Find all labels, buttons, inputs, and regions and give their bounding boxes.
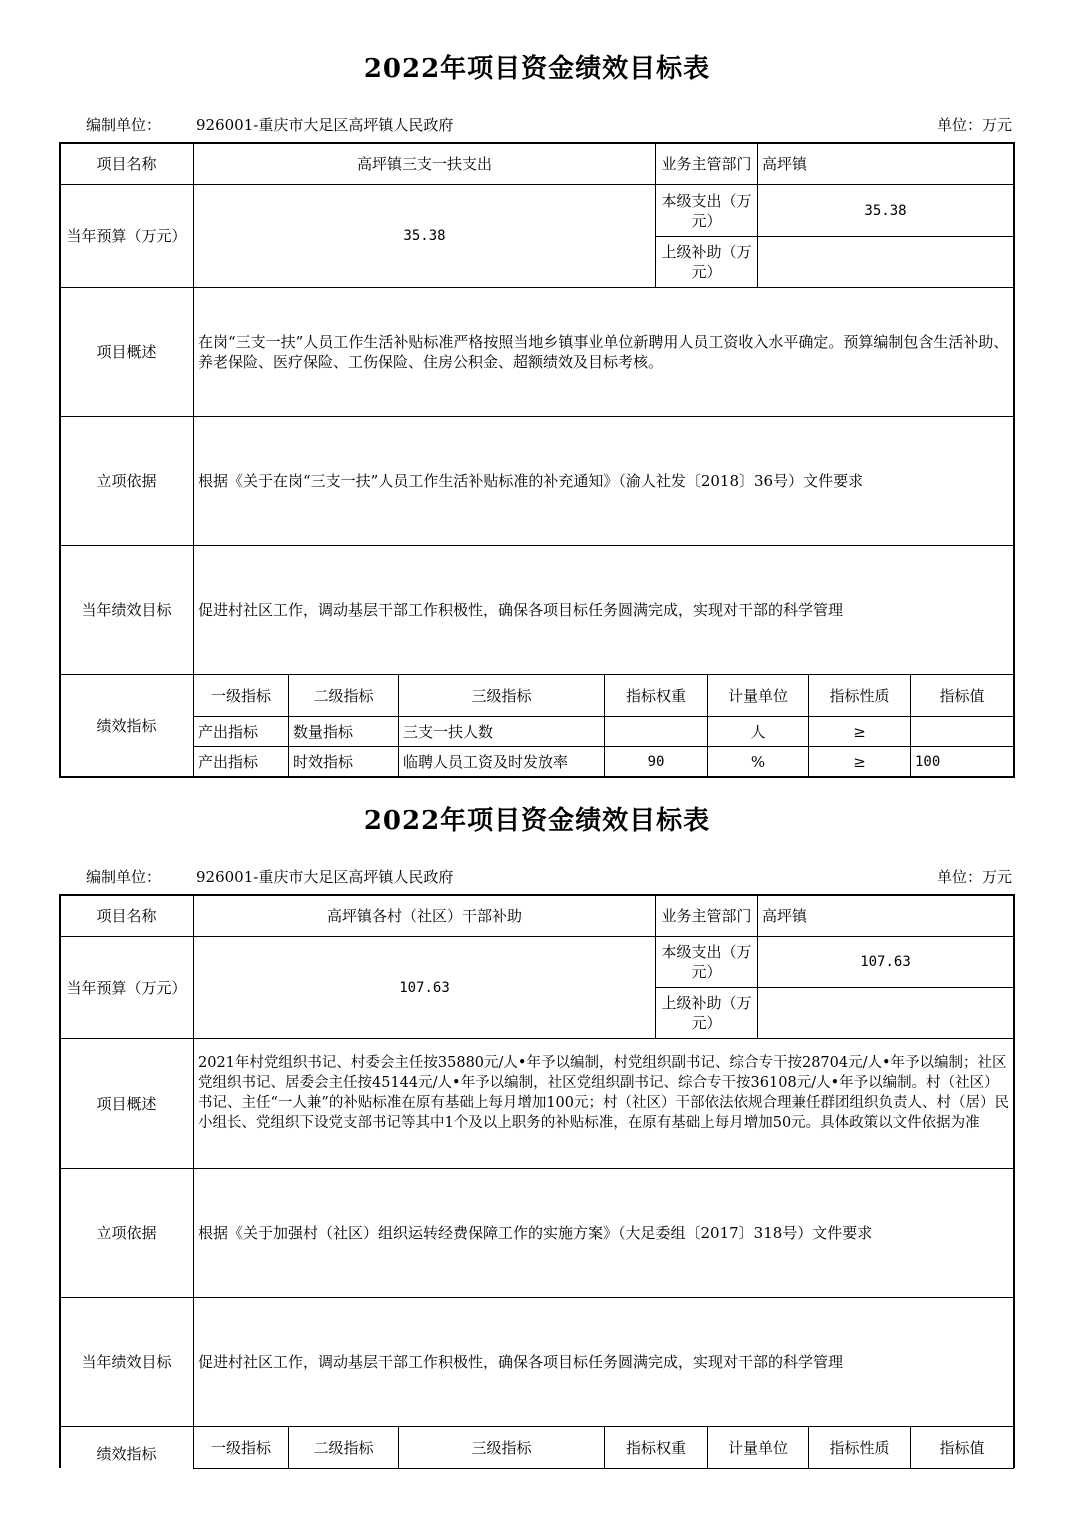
local-expense-value: 35.38 xyxy=(864,202,907,219)
subsidy-value xyxy=(758,988,1013,1038)
compiler-label: 编制单位： xyxy=(86,116,162,134)
compiler-label: 编制单位： xyxy=(86,868,162,886)
table-cell xyxy=(605,717,707,746)
currency-unit: 单位：万元 xyxy=(936,868,1012,886)
basis-label: 立项依据 xyxy=(96,472,157,490)
col-header: 指标性质 xyxy=(829,1438,890,1457)
project-name-label: 项目名称 xyxy=(96,154,157,173)
local-expense-label: 本级支出（万元） xyxy=(661,943,752,981)
goal-text: 促进村社区工作，调动基层干部工作积极性，确保各项目标任务圆满完成，实现对干部的科学管理 xyxy=(198,1353,844,1371)
overview-text: 2021年村党组织书记、村委会主任按35880元/人•年予以编制，村党组织副书记、综合专干按28704元/人•年予以编制；社区党组织书记、居委会主任按45144元/人•年予以编制，社区党组织副书记、综合专干按36108元/人•年予以编制。村（社区）书记、主任“一人兼”的补贴标准在原有基础上每月增加100元；村（社区）干部依法依规合理兼任群团组织负责人、村（居）民小组长、党组织下设党支部书记等其中1个及以上职务的补贴标准，在原有基础上每月增加50元。具体政策以文件依据为准 xyxy=(198,1055,1009,1131)
col-header: 指标性质 xyxy=(829,686,890,705)
col-header: 指标权重 xyxy=(625,686,686,705)
dept-label: 业务主管部门 xyxy=(661,906,752,925)
goal-label: 当年绩效目标 xyxy=(81,601,172,619)
overview-text: 在岗“三支一扶”人员工作生活补贴标准严格按照当地乡镇事业单位新聘用人员工资收入水平确定。预算编制包含生活补助、养老保险、医疗保险、工伤保险、住房公积金、超额绩效及目标考核。 xyxy=(198,333,1009,371)
indicator-label: 绩效指标 xyxy=(96,716,157,735)
compiler-value: 926001-重庆市大足区高坪镇人民政府 xyxy=(196,868,454,886)
local-expense-label: 本级支出（万元） xyxy=(661,191,752,230)
col-header: 指标值 xyxy=(939,1438,985,1457)
dept-value: 高坪镇 xyxy=(762,154,808,173)
table-cell: 三支一扶人数 xyxy=(403,722,494,741)
budget-value: 35.38 xyxy=(403,228,446,244)
overview-label: 项目概述 xyxy=(96,1094,157,1113)
dept-label: 业务主管部门 xyxy=(661,154,752,173)
table-cell: 产出指标 xyxy=(198,752,259,771)
budget-value: 107.63 xyxy=(399,979,450,996)
col-header: 一级指标 xyxy=(210,1438,271,1457)
project-name-value: 高坪镇三支一扶支出 xyxy=(356,154,492,173)
table-cell: ≥ xyxy=(853,722,866,741)
table-title: 2022年项目资金绩效目标表 xyxy=(363,54,711,84)
table-cell: 临聘人员工资及时发放率 xyxy=(403,752,569,771)
col-header: 三级指标 xyxy=(471,1438,532,1457)
goal-label: 当年绩效目标 xyxy=(81,1353,172,1371)
goal-text: 促进村社区工作，调动基层干部工作积极性，确保各项目标任务圆满完成，实现对干部的科学管理 xyxy=(198,601,844,619)
budget-label: 当年预算（万元） xyxy=(66,227,187,245)
budget-label: 当年预算（万元） xyxy=(66,978,187,997)
table-title: 2022年项目资金绩效目标表 xyxy=(363,806,711,836)
table-cell xyxy=(911,717,1013,746)
col-header: 计量单位 xyxy=(727,1438,788,1457)
project-name-value: 高坪镇各村（社区）干部补助 xyxy=(326,906,522,925)
col-header: 指标权重 xyxy=(625,1438,686,1457)
basis-text: 根据《关于在岗“三支一扶”人员工作生活补贴标准的补充通知》（渝人社发〔2018〕36号）文件要求 xyxy=(198,472,864,490)
currency-unit: 单位：万元 xyxy=(936,116,1012,134)
col-header: 二级指标 xyxy=(313,686,374,705)
dept-value: 高坪镇 xyxy=(762,906,808,925)
table-cell: 90 xyxy=(647,753,665,770)
compiler-value: 926001-重庆市大足区高坪镇人民政府 xyxy=(196,116,454,134)
table-cell: 时效指标 xyxy=(293,752,354,771)
col-header: 一级指标 xyxy=(210,686,271,705)
overview-label: 项目概述 xyxy=(96,343,157,361)
indicator-label: 绩效指标 xyxy=(96,1445,157,1463)
col-header: 二级指标 xyxy=(313,1438,374,1457)
col-header: 三级指标 xyxy=(471,686,532,705)
col-header: 计量单位 xyxy=(727,686,788,705)
table-cell: 数量指标 xyxy=(293,722,354,741)
subsidy-value xyxy=(758,237,1013,287)
table-cell: ≥ xyxy=(853,752,866,771)
basis-text: 根据《关于加强村（社区）组织运转经费保障工作的实施方案》（大足委组〔2017〕318号）文件要求 xyxy=(198,1224,873,1242)
col-header: 指标值 xyxy=(939,686,985,705)
subsidy-label: 上级补助（万元） xyxy=(661,243,752,281)
table-cell: % xyxy=(750,752,766,771)
table-cell: 人 xyxy=(750,722,766,741)
table-cell: 产出指标 xyxy=(198,722,259,741)
subsidy-label: 上级补助（万元） xyxy=(661,994,752,1032)
basis-label: 立项依据 xyxy=(96,1224,157,1242)
local-expense-value: 107.63 xyxy=(860,954,911,970)
project-name-label: 项目名称 xyxy=(96,906,157,925)
table-cell: 100 xyxy=(915,753,941,770)
